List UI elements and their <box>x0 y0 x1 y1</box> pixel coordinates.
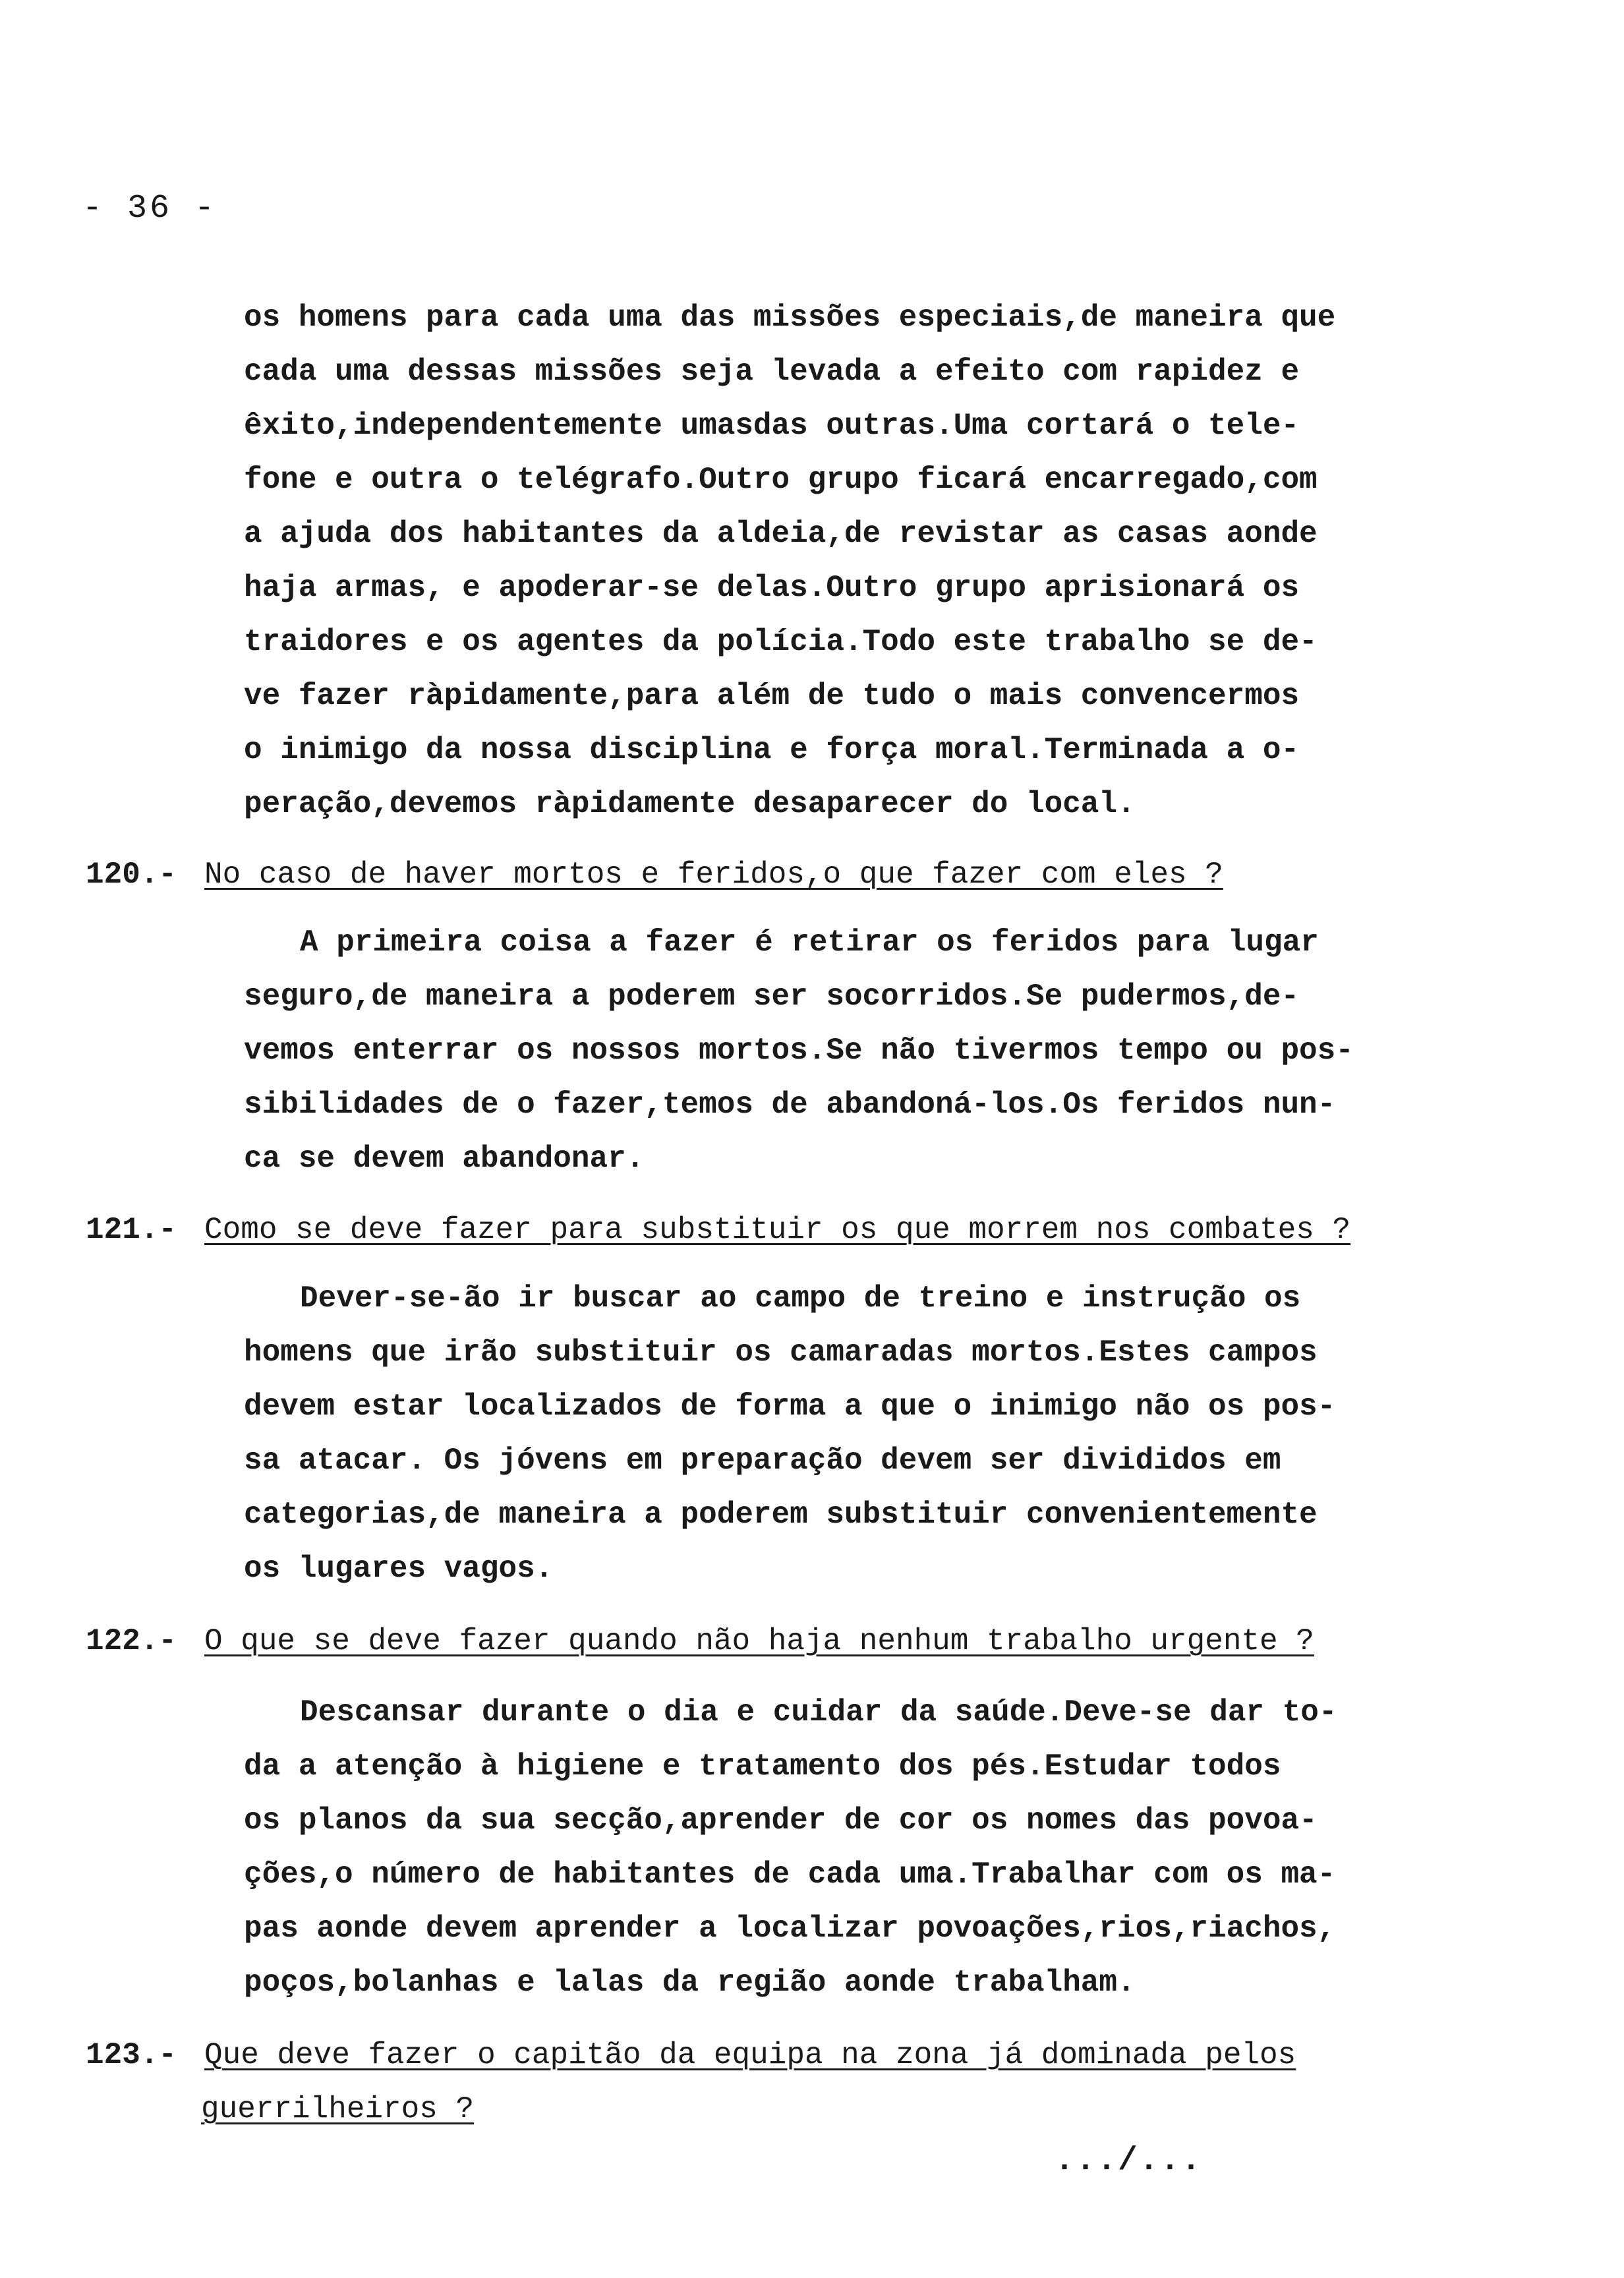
answer-line: da a atenção à higiene e tratamento dos pés.Estudar todos <box>244 1749 1281 1784</box>
question-text: O que se deve fazer quando não haja nenhum trabalho urgente ? <box>204 1624 1314 1658</box>
answer-line: poços,bolanhas e lalas da região aonde trabalham. <box>244 1966 1136 2000</box>
answer-line: seguro,de maneira a poderem ser socorridos.Se pudermos,de- <box>244 979 1300 1014</box>
text-line: ve fazer ràpidamente,para além de tudo o mais convencermos <box>244 679 1300 713</box>
text-line: fone e outra o telégrafo.Outro grupo ficará encarregado,com <box>244 463 1318 497</box>
answer-line: ções,o número de habitantes de cada uma.Trabalhar com os ma- <box>244 1857 1336 1892</box>
text-line: haja armas, e apoderar-se delas.Outro grupo aprisionará os <box>244 571 1300 605</box>
question-number: 123.- <box>86 2038 177 2072</box>
text-line: cada uma dessas missões seja levada a efeito com rapidez e <box>244 355 1300 389</box>
text-line: êxito,independentemente umasdas outras.Uma cortará o tele- <box>244 409 1300 443</box>
answer-line: sa atacar. Os jóvens em preparação devem ser divididos em <box>244 1444 1281 1478</box>
question-number: 121.- <box>86 1213 177 1247</box>
text-line: peração,devemos ràpidamente desaparecer do local. <box>244 787 1136 821</box>
answer-line: A primeira coisa a fazer é retirar os feridos para lugar <box>300 925 1319 960</box>
answer-line: ca se devem abandonar. <box>244 1142 645 1176</box>
question-text: guerrilheiros ? <box>201 2092 475 2126</box>
answer-line: Descansar durante o dia e cuidar da saúde.Deve-se dar to- <box>300 1695 1337 1730</box>
answer-line: vemos enterrar os nossos mortos.Se não tivermos tempo ou pos- <box>244 1034 1354 1068</box>
question-text: Como se deve fazer para substituir os que morrem nos combates ? <box>204 1213 1351 1247</box>
text-line: traidores e os agentes da polícia.Todo este trabalho se de- <box>244 625 1318 659</box>
question-number: 120.- <box>86 858 177 892</box>
answer-line: os planos da sua secção,aprender de cor os nomes das povoa- <box>244 1803 1318 1838</box>
text-line: a ajuda dos habitantes da aldeia,de revistar as casas aonde <box>244 517 1318 551</box>
answer-line: os lugares vagos. <box>244 1552 554 1586</box>
question-number: 122.- <box>86 1624 177 1658</box>
answer-line: sibilidades de o fazer,temos de abandoná-los.Os feridos nun- <box>244 1088 1336 1122</box>
question-text: Que deve fazer o capitão da equipa na zona já dominada pelos <box>204 2038 1296 2072</box>
question-text: No caso de haver mortos e feridos,o que fazer com eles ? <box>204 858 1223 892</box>
answer-line: Dever-se-ão ir buscar ao campo de treino e instrução os <box>300 1281 1301 1316</box>
answer-line: categorias,de maneira a poderem substituir convenientemente <box>244 1498 1318 1532</box>
text-line: os homens para cada uma das missões especiais,de maneira que <box>244 301 1336 335</box>
page-number: - 36 - <box>82 190 218 227</box>
answer-line: devem estar localizados de forma a que o inimigo não os pos- <box>244 1389 1336 1424</box>
text-line: o inimigo da nossa disciplina e força moral.Terminada a o- <box>244 733 1300 767</box>
continuation-mark: .../... <box>1055 2142 1203 2180</box>
answer-line: pas aonde devem aprender a localizar povoações,rios,riachos, <box>244 1912 1336 1946</box>
answer-line: homens que irão substituir os camaradas mortos.Estes campos <box>244 1335 1318 1370</box>
